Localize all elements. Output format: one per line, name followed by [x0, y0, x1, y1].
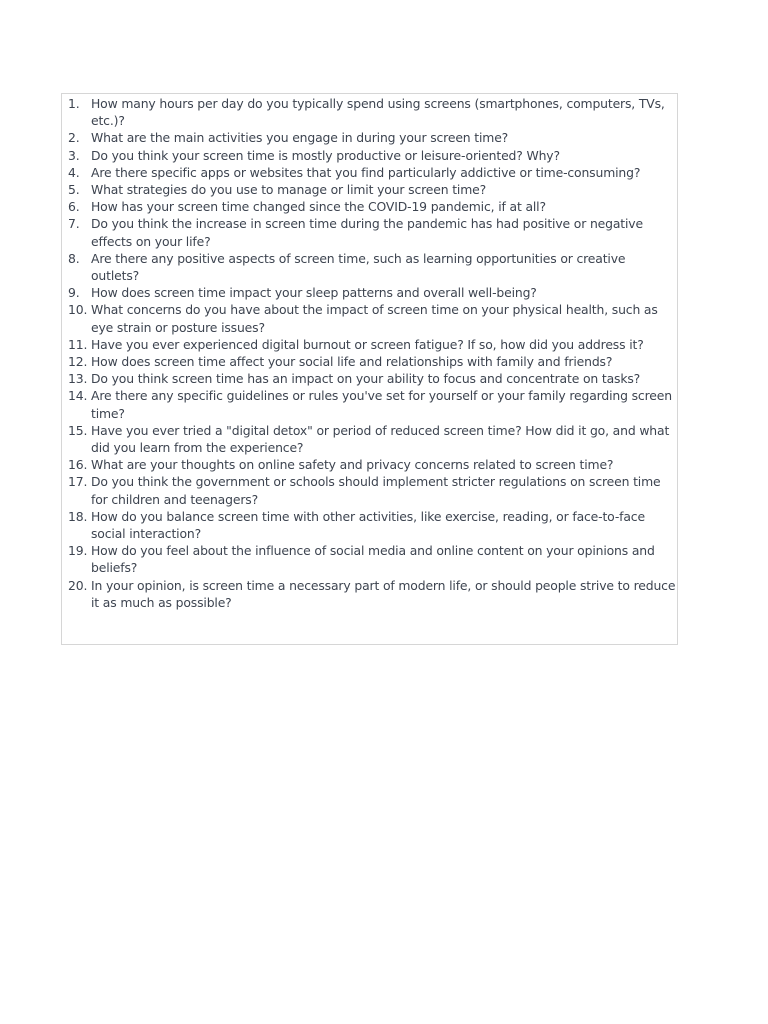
question-text: Do you think the government or schools should implement stricter regulations on screen time for children and teenagers?	[91, 474, 661, 507]
question-item	[62, 577, 677, 611]
question-number: 6.	[68, 199, 80, 215]
question-number: 4.	[68, 164, 80, 180]
question-text: Do you think the increase in screen time during the pandemic has had positive or negative effects on your life?	[91, 216, 643, 249]
question-item	[62, 370, 677, 387]
question-text: Have you ever tried a "digital detox" or period of reduced screen time? How did it go, and what did you learn from the experience?	[91, 422, 670, 456]
question-text: How has your screen time changed since the COVID-19 pandemic, if at all?	[91, 199, 546, 215]
question-item	[62, 164, 677, 181]
question-number: 17.	[68, 474, 88, 490]
question-text: What strategies do you use to manage or limit your screen time?	[91, 182, 487, 198]
question-item	[62, 95, 677, 129]
question-text: Are there specific apps or websites that you find particularly addictive or time-consuming?	[91, 164, 641, 180]
question-box	[61, 93, 678, 645]
question-number: 18.	[68, 508, 88, 524]
question-number: 5.	[68, 182, 80, 198]
question-number: 12.	[68, 354, 88, 370]
question-text: Have you ever experienced digital burnout or screen fatigue? If so, how did you address it?	[91, 336, 644, 352]
question-number: 2.	[68, 130, 80, 146]
question-number: 8.	[68, 250, 80, 266]
question-number: 11.	[68, 336, 88, 352]
question-item	[62, 250, 677, 284]
question-item	[62, 336, 677, 353]
question-item	[62, 181, 677, 198]
question-number: 1.	[68, 96, 80, 111]
question-item	[62, 542, 677, 576]
question-list	[62, 95, 677, 611]
question-item	[62, 473, 677, 507]
question-number: 9.	[68, 285, 80, 301]
question-text: In your opinion, is screen time a necessary part of modern life, or should people strive to reduce it as much as possible?	[91, 577, 676, 610]
question-text: How do you balance screen time with other activities, like exercise, reading, or face-to-face social interaction?	[91, 508, 645, 542]
question-text: How does screen time affect your social life and relationships with family and friends?	[91, 354, 613, 370]
question-number: 13.	[68, 371, 88, 387]
question-text: Do you think screen time has an impact on your ability to focus and concentrate on tasks?	[91, 371, 641, 387]
question-item	[62, 198, 677, 215]
question-number: 7.	[68, 216, 80, 232]
question-text: What concerns do you have about the impact of screen time on your physical health, such as eye strain or posture issues?	[91, 302, 658, 335]
question-number: 14.	[68, 388, 88, 404]
question-number: 10.	[68, 302, 88, 318]
question-item	[62, 387, 677, 421]
question-text: What are the main activities you engage in during your screen time?	[91, 130, 509, 146]
question-number: 19.	[68, 543, 88, 559]
question-item	[62, 353, 677, 370]
question-item	[62, 129, 677, 146]
question-item	[62, 508, 677, 542]
question-text: How does screen time impact your sleep patterns and overall well-being?	[91, 285, 537, 301]
question-number: 3.	[68, 147, 80, 163]
question-number: 20.	[68, 577, 88, 593]
question-number: 16.	[68, 457, 88, 473]
question-text: Are there any specific guidelines or rules you've set for yourself or your family regarding screen time?	[91, 388, 672, 421]
question-text: How do you feel about the influence of social media and online content on your opinions and beliefs?	[91, 543, 655, 576]
question-item	[62, 147, 677, 164]
question-item	[62, 301, 677, 335]
question-text: How many hours per day do you typically spend using screens (smartphones, computers, TVs, etc.)?	[91, 96, 665, 129]
question-text: Are there any positive aspects of screen time, such as learning opportunities or creative outlets?	[91, 250, 626, 284]
question-text: Do you think your screen time is mostly productive or leisure-oriented? Why?	[91, 147, 560, 163]
question-item	[62, 215, 677, 249]
question-item	[62, 456, 677, 473]
question-text: What are your thoughts on online safety and privacy concerns related to screen time?	[91, 457, 614, 473]
question-item	[62, 284, 677, 301]
question-item	[62, 422, 677, 456]
question-number: 15.	[68, 422, 88, 438]
